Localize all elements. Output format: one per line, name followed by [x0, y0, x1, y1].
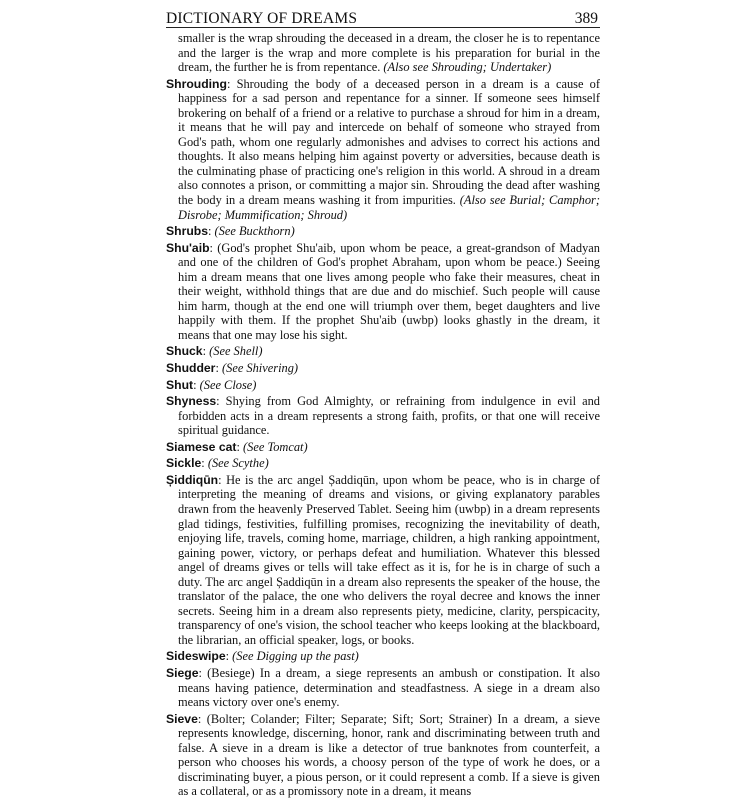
entry-sieve — [166, 712, 600, 799]
cross-reference: (See Tomcat) — [243, 439, 308, 454]
entry-text: : — [201, 456, 205, 471]
entry-shrubs — [166, 224, 600, 239]
cross-reference: (See Buckthorn) — [214, 224, 295, 239]
entry-shuaib — [166, 241, 600, 343]
entry-sideswipe — [166, 649, 600, 664]
entry-text: : — [202, 344, 207, 359]
cross-reference: (Also see Shrouding; Undertaker) — [383, 60, 552, 75]
headword: Sieve — [166, 711, 198, 726]
entry-shut — [166, 378, 600, 393]
entry-text: : — [225, 649, 230, 664]
headword: Siamese cat — [166, 439, 237, 454]
headword: Sideswipe — [166, 649, 226, 664]
entries-column — [166, 31, 600, 801]
headword: Șiddiqūn — [166, 472, 219, 487]
cross-reference: (See Shell) — [209, 344, 263, 359]
entry-text: : He is the arc angel Șaddiqūn, upon whom be peace, who is in charge of interpreting the meaning of dreams and visions, or giving explanatory parables drawn from the heavenly Preserved Tablet. Seeing him (uwbp) in a dream represents glad tidings, festivities, fulfilling promises, recognizing the inevitability of death, enjoying life, travels, coming home, marriage, children, a high ranking appointment, gaining power, victory, or perhaps defeat and humiliation. Whatever this blessed angel of dreams gives or tells will take effect as it is, for he is in charge of such a duty. The arc angel Șaddiqūn in a dream also represents the speaker of the house, the translator of the palace, the one who delivers the royal decree and knows the inner secrets. Seeing him in a dream also represents piety, medicine, clarity, perspicacity, transparency of one's vision, the school teacher who keeps looking at the blackboard, the librarian, an official speaker, logs, or books. — [178, 472, 601, 647]
entry-text: : — [207, 224, 212, 239]
entry-text: : — [193, 377, 197, 392]
entry-siamese-cat — [166, 440, 600, 455]
cross-reference: (See Scythe) — [207, 456, 269, 471]
entry-text: : — [215, 361, 219, 376]
headword: Shyness — [166, 394, 217, 409]
headword: Shu'aib — [166, 240, 210, 255]
cross-reference: (See Shivering) — [222, 361, 299, 376]
entry-text: : (God's prophet Shu'aib, upon whom be peace, a great-grandson of Madyan and one of the children of God's prophet Abraham, upon whom be peace.) Seeing him a dream means that one lives among people who fake their measures, cheat in their weight, withhold things that are due and do mischief. Such people will cause him harm, though at the end one will triumph over them, beget daughters and live happily with them. If the prophet Shu'aib (uwbp) looks ghastly in the dream, it means that one may lose his sight. — [178, 240, 600, 342]
entry-text: : (Bolter; Colander; Filter; Separate; Sift; Sort; Strainer) In a dream, a sieve represents knowledge, discerning, honor, rank and discriminating between truth and false. A sieve in a dream is like a detector of true banknotes from counterfeit, a person who chooses his words, a choosy person of the type of work he does, or a discriminating buyer, a pious person, or it could represent a comb. If a sieve is given as a collateral, or as a promissory note in a dream, it means — [178, 711, 600, 799]
entry-shuck — [166, 344, 600, 359]
continuation-paragraph — [166, 31, 600, 75]
entry-shudder — [166, 361, 600, 376]
cross-reference: (See Digging up the past) — [232, 649, 359, 664]
cross-reference: (See Close) — [199, 377, 257, 392]
entry-siege — [166, 666, 600, 710]
continuation-text: smaller is the wrap shrouding the deceased in a dream, the closer he is to repentance and the larger is the wrap and more complete is his preparation for burial in the dream, the further he is from repentance. — [178, 31, 600, 75]
headword: Siege — [166, 665, 199, 680]
running-title: DICTIONARY OF DREAMS — [166, 10, 358, 27]
headword: Shuck — [166, 344, 203, 359]
page-number: 389 — [574, 10, 598, 27]
headword: Shut — [166, 377, 194, 392]
headword: Shrubs — [166, 224, 208, 239]
entry-siddiqun — [166, 473, 600, 648]
entry-sickle — [166, 456, 600, 471]
entry-shrouding — [166, 77, 600, 222]
entry-text: : (Besiege) In a dream, a siege represents an ambush or constipation. It also means having patience, determination and steadfastness. A siege in a dream also means victory over one's enemy. — [178, 665, 600, 710]
header-rule — [166, 27, 600, 28]
headword: Sickle — [166, 456, 202, 471]
entry-text: : Shying from God Almighty, or refraining from indulgence in evil and forbidden acts in a dream represents a strong faith, profits, or that one will receive spiritual guidance. — [178, 394, 600, 438]
entry-text: : Shrouding the body of a deceased person in a dream is a cause of happiness for a sad person and repentance for a sinner. If someone sees himself brokering on behalf of a friend or a relative to purchase a shroud for him in a dream, it means that he will pay and intercede on behalf of someone who strayed from God's path, whom one regularly admonishes and advises to correct his actions and thoughts. It also means helping him against poverty or adversities, because death is the culminating phase of practicing one's religion in this world. A shroud in a dream also connotes a prison, or committing a major sin. Shrouding the dead after washing the body in a dream means washing it from impurities. — [178, 76, 600, 208]
entry-text: : — [236, 439, 240, 454]
headword: Shudder — [166, 361, 216, 376]
cross-reference: (Also see Burial; Camphor; Disrobe; Mummification; Shroud) — [178, 193, 600, 222]
headword: Shrouding — [166, 76, 227, 91]
entry-shyness — [166, 394, 600, 438]
